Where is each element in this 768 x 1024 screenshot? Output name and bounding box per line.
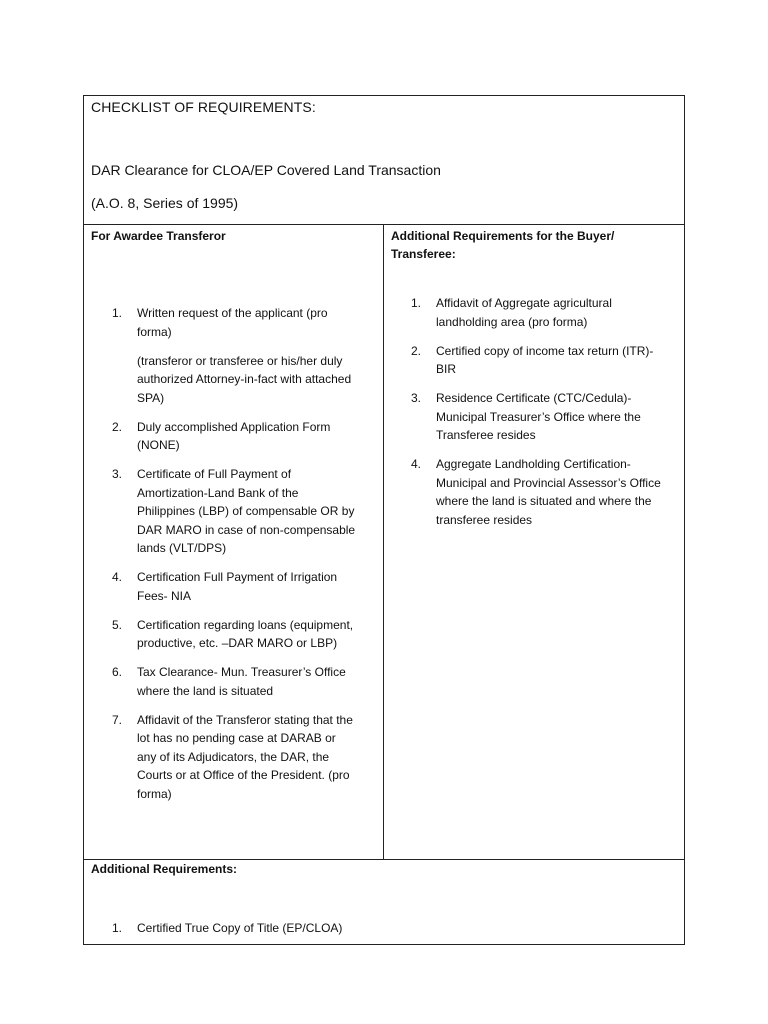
item-number: 1.: [411, 296, 422, 310]
item-text: Aggregate Landholding Certification- Municipal and Provincial Assessor’s Office where the land is situated and where the transferee resides: [436, 457, 661, 527]
item-text: Certification regarding loans (equipment, productive, etc. –DAR MARO or LBP): [137, 617, 354, 650]
list-item: [411, 389, 661, 445]
item-number: 2.: [411, 343, 422, 358]
item-text: Certified True Copy of Title (EP/CLOA): [137, 921, 343, 935]
list-item: [112, 711, 357, 804]
transferee-requirements-list: [411, 294, 661, 540]
list-item: [112, 568, 357, 605]
item-text: Tax Clearance- Mun. Treasurer’s Office where the land is situated: [137, 665, 346, 698]
item-text: Certification Full Payment of Irrigation Fees- NIA: [137, 570, 338, 603]
additional-requirements-cell: [84, 859, 684, 944]
item-text: Certified copy of income tax return (ITR)-BIR: [436, 343, 654, 376]
buyer-transferee-heading: Additional Requirements for the Buyer/ Transferee:: [391, 229, 615, 261]
item-text: Residence Certificate (CTC/Cedula)- Municipal Treasurer’s Office where the Transferee resides: [436, 391, 641, 442]
item-number: 4.: [112, 570, 123, 584]
clearance-subtitle: DAR Clearance for CLOA/EP Covered Land Transaction: [91, 162, 441, 178]
list-item: [411, 455, 661, 529]
item-number: 7.: [112, 712, 123, 727]
item-text: Written request of the applicant (pro forma): [137, 306, 328, 339]
header-cell: [84, 96, 684, 225]
awardee-transferor-column: [84, 225, 384, 859]
item-number: 1.: [112, 921, 123, 935]
item-number: 6.: [112, 665, 123, 679]
item-note: (transferor or transferee or his/her duly authorized Attorney-in-fact with attached SPA): [137, 353, 352, 405]
item-text: Duly accomplished Application Form (NONE): [137, 419, 331, 452]
item-number: 2.: [112, 419, 123, 434]
additional-requirements-list: [112, 919, 512, 948]
item-number: 5.: [112, 617, 123, 632]
additional-requirements-heading: Additional Requirements:: [91, 862, 238, 876]
awardee-transferor-heading: For Awardee Transferor: [91, 229, 226, 243]
item-number: 3.: [112, 467, 123, 481]
list-item: [411, 342, 661, 379]
list-item: [112, 304, 357, 407]
item-number: 4.: [411, 457, 422, 471]
list-item: [112, 663, 357, 700]
item-number: 1.: [112, 306, 123, 320]
item-text: Certificate of Full Payment of Amortization-Land Bank of the Philippines (LBP) of compensable OR by DAR MARO in case of non-compensable lands (VLT/DPS): [137, 467, 356, 555]
item-number: 3.: [411, 391, 422, 405]
list-item: [112, 465, 357, 558]
item-text: Affidavit of Aggregate agricultural landholding area (pro forma): [436, 296, 612, 329]
transferor-requirements-list: [112, 304, 357, 814]
administrative-order-reference: (A.O. 8, Series of 1995): [91, 195, 239, 211]
checklist-title: CHECKLIST OF REQUIREMENTS:: [91, 99, 316, 115]
buyer-transferee-column: [384, 225, 684, 859]
item-text: Affidavit of the Transferor stating that the lot has no pending case at DARAB or any of its Adjudicators, the DAR, the Courts or at Office of the President. (pro forma): [137, 712, 353, 801]
list-item: [411, 294, 661, 331]
requirements-table: [83, 95, 685, 945]
list-item: [112, 418, 357, 455]
list-item: [112, 919, 512, 938]
list-item: [112, 616, 357, 653]
